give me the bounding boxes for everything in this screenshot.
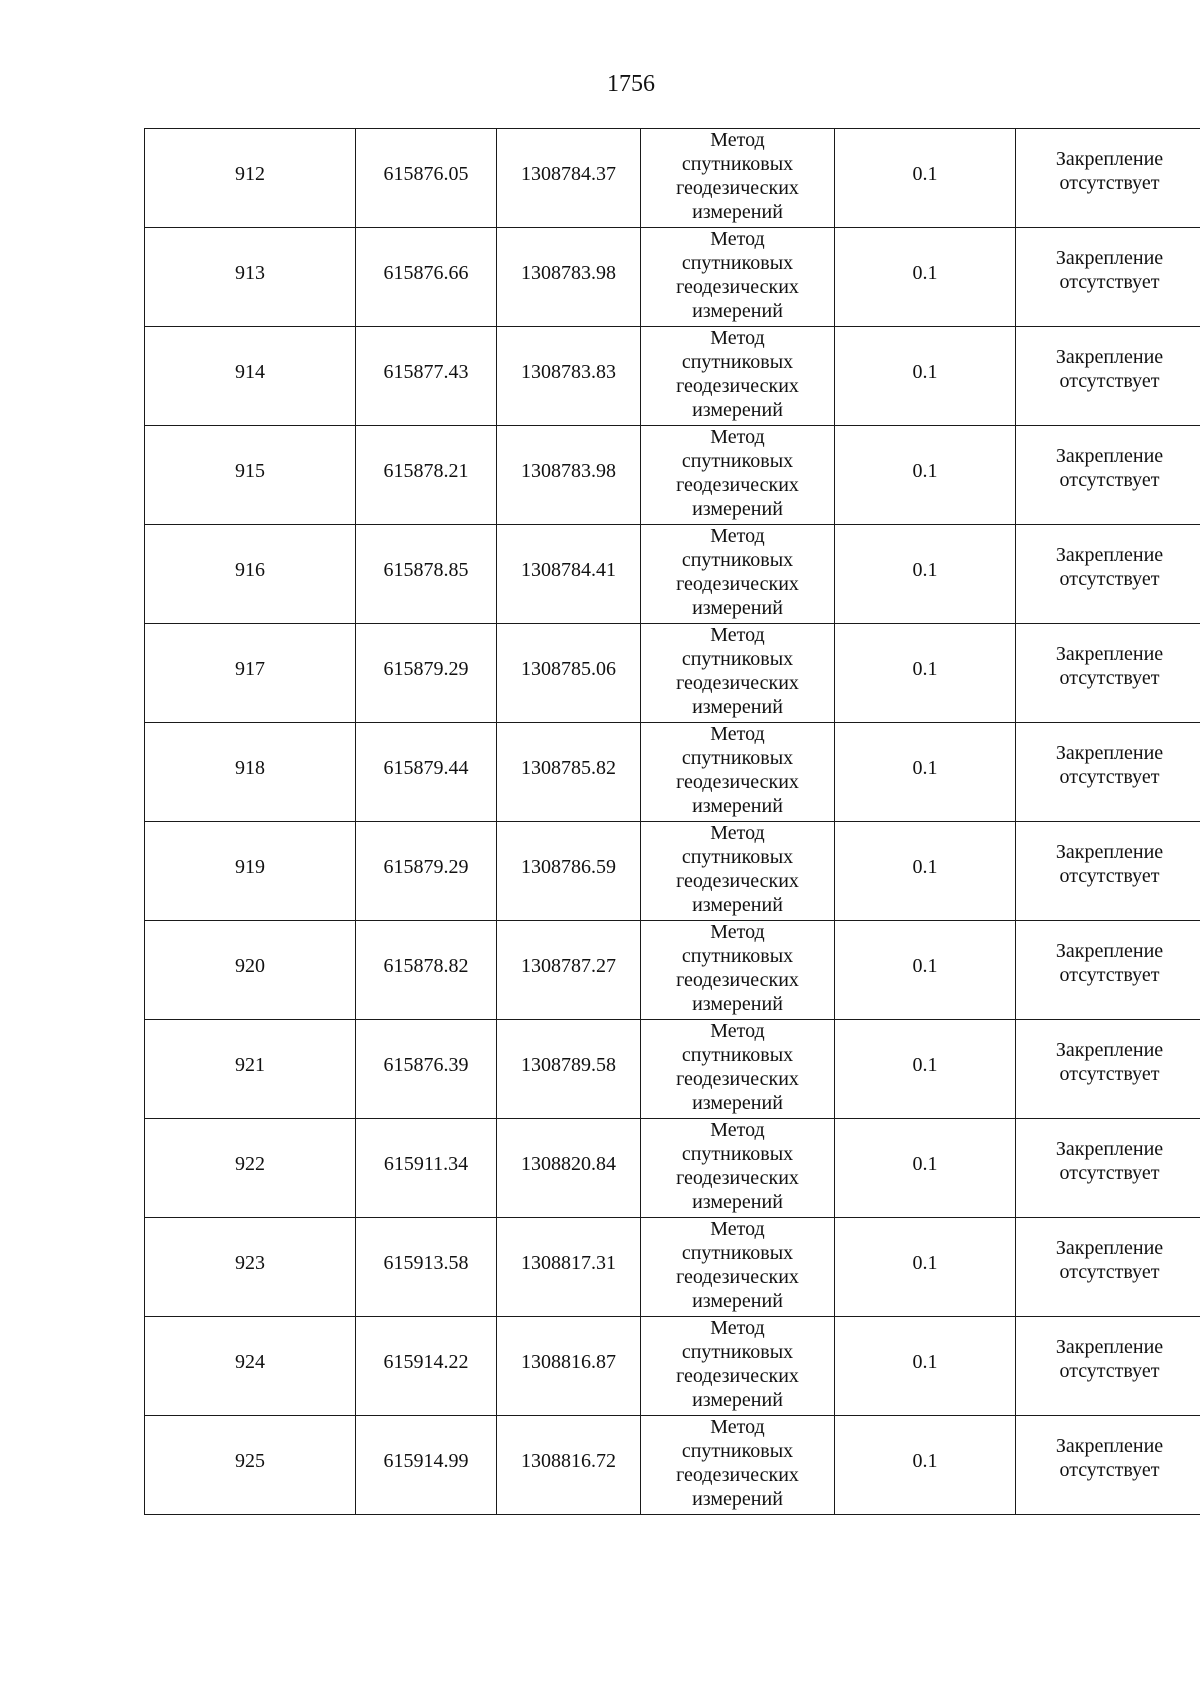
accuracy-cell-text: 0.1 [912, 1053, 938, 1076]
y-coordinate-cell [497, 1416, 641, 1515]
method-cell [641, 1416, 835, 1515]
fixing-description-cell-text: Закрепление отсутствует [1055, 643, 1164, 689]
x-coordinate-cell-text: 615879.44 [383, 756, 469, 779]
y-coordinate-cell-text: 1308816.87 [521, 1350, 616, 1373]
x-coordinate-cell-text: 615877.43 [383, 360, 469, 383]
y-coordinate-cell-text: 1308783.83 [521, 360, 616, 383]
fixing-description-cell-text: Закрепление отсутствует [1055, 445, 1164, 491]
accuracy-cell [835, 1020, 1016, 1119]
accuracy-cell [835, 129, 1016, 228]
x-coordinate-cell-text: 615914.99 [383, 1449, 469, 1472]
method-cell [641, 1317, 835, 1416]
x-coordinate-cell [356, 822, 497, 921]
point-number-cell-text: 922 [235, 1152, 265, 1175]
x-coordinate-cell [356, 228, 497, 327]
accuracy-cell-text: 0.1 [912, 459, 938, 482]
method-cell [641, 1218, 835, 1317]
x-coordinate-cell [356, 426, 497, 525]
y-coordinate-cell-text: 1308816.72 [521, 1449, 616, 1472]
fixing-description-cell [1016, 1218, 1200, 1317]
table-row [145, 327, 1200, 426]
y-coordinate-cell [497, 426, 641, 525]
y-coordinate-cell-text: 1308784.37 [521, 162, 616, 185]
point-number-cell [145, 1020, 356, 1119]
method-cell [641, 525, 835, 624]
point-number-cell [145, 426, 356, 525]
table-row [145, 822, 1200, 921]
point-number-cell [145, 129, 356, 228]
point-number-cell [145, 921, 356, 1020]
accuracy-cell [835, 1119, 1016, 1218]
fixing-description-cell-text: Закрепление отсутствует [1055, 1336, 1164, 1382]
fixing-description-cell [1016, 525, 1200, 624]
y-coordinate-cell-text: 1308785.06 [521, 657, 616, 680]
x-coordinate-cell [356, 921, 497, 1020]
point-number-cell-text: 923 [235, 1251, 265, 1274]
point-number-cell-text: 913 [235, 261, 265, 284]
y-coordinate-cell [497, 129, 641, 228]
x-coordinate-cell-text: 615913.58 [383, 1251, 469, 1274]
x-coordinate-cell-text: 615878.85 [383, 558, 469, 581]
point-number-cell-text: 918 [235, 756, 265, 779]
point-number-cell [145, 525, 356, 624]
x-coordinate-cell [356, 129, 497, 228]
point-number-cell-text: 916 [235, 558, 265, 581]
method-cell-text: Метод спутниковых геодезических измерений [676, 1020, 799, 1114]
method-cell [641, 1119, 835, 1218]
accuracy-cell-text: 0.1 [912, 1449, 938, 1472]
x-coordinate-cell [356, 1020, 497, 1119]
method-cell [641, 1020, 835, 1119]
method-cell [641, 327, 835, 426]
table-row [145, 1119, 1200, 1218]
point-number-cell-text: 912 [235, 162, 265, 185]
accuracy-cell [835, 624, 1016, 723]
y-coordinate-cell [497, 624, 641, 723]
method-cell-text: Метод спутниковых геодезических измерений [676, 327, 799, 421]
method-cell [641, 822, 835, 921]
accuracy-cell [835, 822, 1016, 921]
x-coordinate-cell-text: 615879.29 [383, 657, 469, 680]
fixing-description-cell-text: Закрепление отсутствует [1055, 1138, 1164, 1184]
fixing-description-cell [1016, 921, 1200, 1020]
fixing-description-cell [1016, 1119, 1200, 1218]
point-number-cell [145, 1416, 356, 1515]
point-number-cell [145, 723, 356, 822]
fixing-description-cell-text: Закрепление отсутствует [1055, 346, 1164, 392]
fixing-description-cell-text: Закрепление отсутствует [1055, 940, 1164, 986]
page-number: 1756 [607, 71, 655, 97]
x-coordinate-cell-text: 615878.21 [383, 459, 469, 482]
table-row [145, 228, 1200, 327]
method-cell-text: Метод спутниковых геодезических измерений [676, 723, 799, 817]
x-coordinate-cell [356, 624, 497, 723]
y-coordinate-cell [497, 228, 641, 327]
accuracy-cell-text: 0.1 [912, 855, 938, 878]
x-coordinate-cell-text: 615876.05 [383, 162, 469, 185]
x-coordinate-cell [356, 525, 497, 624]
table-row [145, 1218, 1200, 1317]
point-number-cell [145, 822, 356, 921]
fixing-description-cell [1016, 426, 1200, 525]
method-cell [641, 723, 835, 822]
y-coordinate-cell-text: 1308817.31 [521, 1251, 616, 1274]
accuracy-cell [835, 1317, 1016, 1416]
fixing-description-cell-text: Закрепление отсутствует [1055, 1039, 1164, 1085]
y-coordinate-cell [497, 921, 641, 1020]
y-coordinate-cell-text: 1308784.41 [521, 558, 616, 581]
y-coordinate-cell-text: 1308785.82 [521, 756, 616, 779]
y-coordinate-cell-text: 1308789.58 [521, 1053, 616, 1076]
accuracy-cell-text: 0.1 [912, 1350, 938, 1373]
fixing-description-cell-text: Закрепление отсутствует [1055, 544, 1164, 590]
accuracy-cell [835, 1218, 1016, 1317]
method-cell-text: Метод спутниковых геодезических измерений [676, 228, 799, 322]
method-cell-text: Метод спутниковых геодезических измерений [676, 129, 799, 223]
x-coordinate-cell-text: 615878.82 [383, 954, 469, 977]
accuracy-cell-text: 0.1 [912, 1251, 938, 1274]
x-coordinate-cell [356, 327, 497, 426]
fixing-description-cell-text: Закрепление отсутствует [1055, 1237, 1164, 1283]
accuracy-cell-text: 0.1 [912, 558, 938, 581]
fixing-description-cell [1016, 129, 1200, 228]
accuracy-cell-text: 0.1 [912, 261, 938, 284]
method-cell-text: Метод спутниковых геодезических измерений [676, 1416, 799, 1510]
method-cell-text: Метод спутниковых геодезических измерений [676, 1317, 799, 1411]
point-number-cell [145, 1119, 356, 1218]
fixing-description-cell [1016, 327, 1200, 426]
fixing-description-cell [1016, 1317, 1200, 1416]
method-cell-text: Метод спутниковых геодезических измерений [676, 1119, 799, 1213]
point-number-cell-text: 917 [235, 657, 265, 680]
fixing-description-cell [1016, 723, 1200, 822]
accuracy-cell [835, 921, 1016, 1020]
point-number-cell [145, 624, 356, 723]
table-row [145, 1020, 1200, 1119]
accuracy-cell-text: 0.1 [912, 360, 938, 383]
table-row [145, 129, 1200, 228]
point-number-cell-text: 920 [235, 954, 265, 977]
point-number-cell [145, 327, 356, 426]
table-row [145, 1317, 1200, 1416]
fixing-description-cell-text: Закрепление отсутствует [1055, 1435, 1164, 1481]
fixing-description-cell-text: Закрепление отсутствует [1055, 148, 1164, 194]
x-coordinate-cell [356, 1317, 497, 1416]
y-coordinate-cell [497, 1317, 641, 1416]
x-coordinate-cell-text: 615879.29 [383, 855, 469, 878]
y-coordinate-cell [497, 525, 641, 624]
y-coordinate-cell [497, 1020, 641, 1119]
fixing-description-cell [1016, 228, 1200, 327]
coordinates-table [144, 128, 1200, 1515]
method-cell-text: Метод спутниковых геодезических измерений [676, 921, 799, 1015]
y-coordinate-cell-text: 1308820.84 [521, 1152, 616, 1175]
fixing-description-cell [1016, 822, 1200, 921]
x-coordinate-cell [356, 1218, 497, 1317]
accuracy-cell [835, 723, 1016, 822]
accuracy-cell-text: 0.1 [912, 162, 938, 185]
fixing-description-cell-text: Закрепление отсутствует [1055, 841, 1164, 887]
method-cell-text: Метод спутниковых геодезических измерений [676, 1218, 799, 1312]
point-number-cell-text: 921 [235, 1053, 265, 1076]
method-cell [641, 228, 835, 327]
method-cell [641, 129, 835, 228]
y-coordinate-cell-text: 1308783.98 [521, 261, 616, 284]
table-row [145, 723, 1200, 822]
point-number-cell [145, 228, 356, 327]
y-coordinate-cell [497, 822, 641, 921]
point-number-cell-text: 924 [235, 1350, 265, 1373]
x-coordinate-cell [356, 723, 497, 822]
method-cell-text: Метод спутниковых геодезических измерений [676, 624, 799, 718]
x-coordinate-cell-text: 615876.39 [383, 1053, 469, 1076]
coordinates-table-body [145, 129, 1200, 1515]
accuracy-cell-text: 0.1 [912, 954, 938, 977]
y-coordinate-cell-text: 1308783.98 [521, 459, 616, 482]
point-number-cell [145, 1218, 356, 1317]
method-cell-text: Метод спутниковых геодезических измерений [676, 525, 799, 619]
fixing-description-cell [1016, 1020, 1200, 1119]
table-row [145, 624, 1200, 723]
method-cell-text: Метод спутниковых геодезических измерений [676, 822, 799, 916]
x-coordinate-cell-text: 615876.66 [383, 261, 469, 284]
accuracy-cell-text: 0.1 [912, 1152, 938, 1175]
method-cell [641, 624, 835, 723]
method-cell-text: Метод спутниковых геодезических измерений [676, 426, 799, 520]
table-row [145, 1416, 1200, 1515]
fixing-description-cell-text: Закрепление отсутствует [1055, 742, 1164, 788]
accuracy-cell-text: 0.1 [912, 756, 938, 779]
point-number-cell-text: 915 [235, 459, 265, 482]
point-number-cell-text: 919 [235, 855, 265, 878]
y-coordinate-cell [497, 723, 641, 822]
y-coordinate-cell-text: 1308786.59 [521, 855, 616, 878]
method-cell [641, 921, 835, 1020]
y-coordinate-cell-text: 1308787.27 [521, 954, 616, 977]
x-coordinate-cell [356, 1416, 497, 1515]
x-coordinate-cell [356, 1119, 497, 1218]
y-coordinate-cell [497, 1119, 641, 1218]
accuracy-cell [835, 327, 1016, 426]
point-number-cell-text: 914 [235, 360, 265, 383]
table-row [145, 525, 1200, 624]
y-coordinate-cell [497, 1218, 641, 1317]
table-row [145, 426, 1200, 525]
accuracy-cell [835, 426, 1016, 525]
accuracy-cell-text: 0.1 [912, 657, 938, 680]
table-row [145, 921, 1200, 1020]
fixing-description-cell-text: Закрепление отсутствует [1055, 247, 1164, 293]
fixing-description-cell [1016, 1416, 1200, 1515]
accuracy-cell [835, 228, 1016, 327]
method-cell [641, 426, 835, 525]
point-number-cell [145, 1317, 356, 1416]
x-coordinate-cell-text: 615914.22 [383, 1350, 469, 1373]
accuracy-cell [835, 525, 1016, 624]
y-coordinate-cell [497, 327, 641, 426]
point-number-cell-text: 925 [235, 1449, 265, 1472]
fixing-description-cell [1016, 624, 1200, 723]
x-coordinate-cell-text: 615911.34 [383, 1152, 469, 1175]
accuracy-cell [835, 1416, 1016, 1515]
